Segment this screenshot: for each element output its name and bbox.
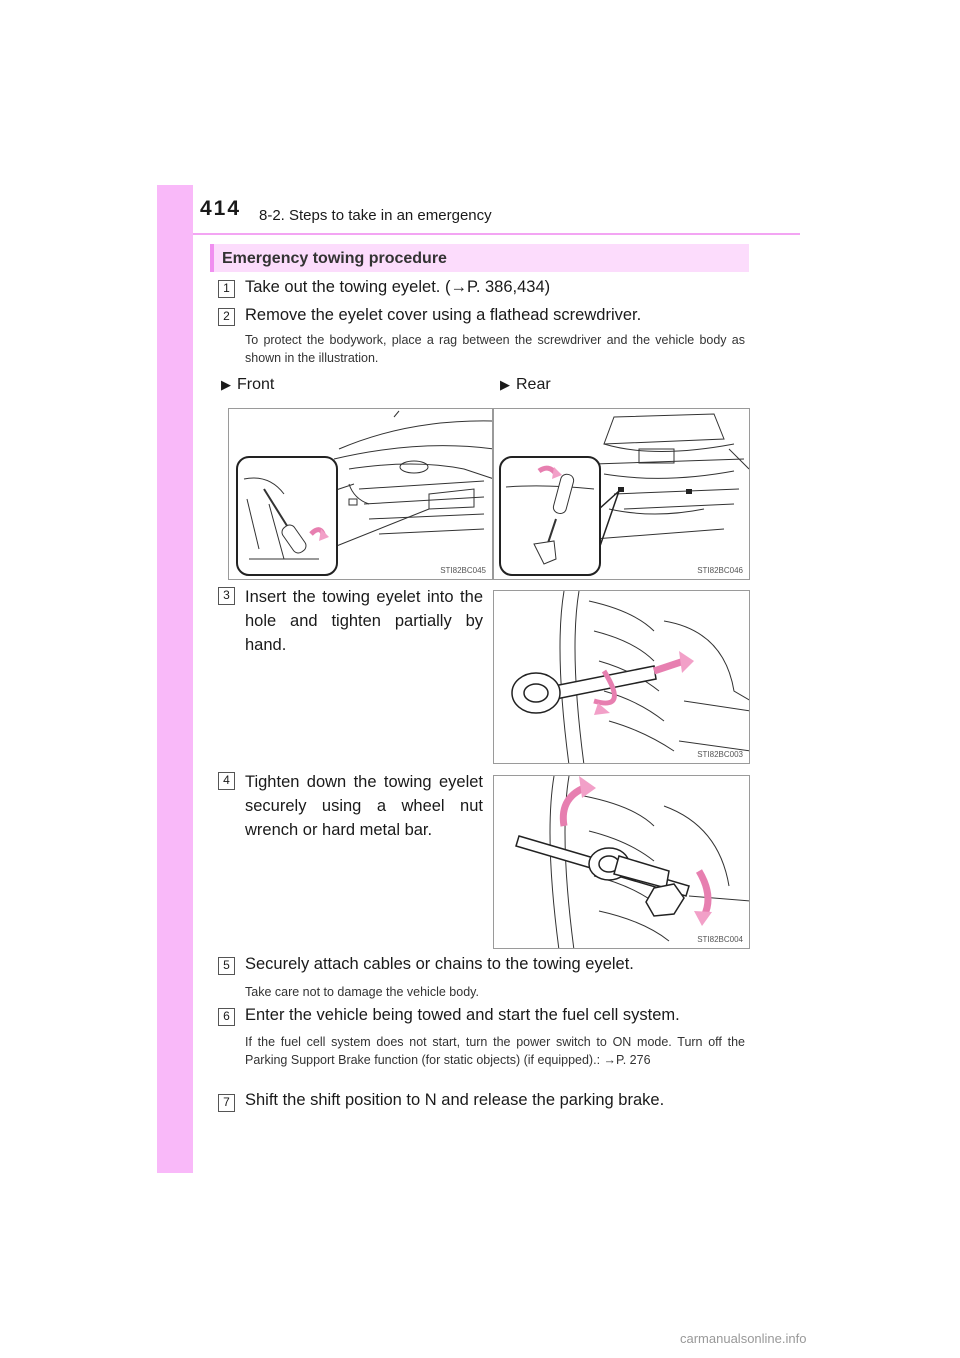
step-note: Take care not to damage the vehicle body. (245, 985, 479, 999)
subhead-rear: ▶ Rear (500, 376, 551, 393)
step-text: Take out the towing eyelet. (→P. 386,434) (245, 278, 551, 296)
step-note: If the fuel cell system does not start, turn the power switch to ON mode. Turn off the Parking Support Brake function (for static objects) (if equipped).: →P. 276 (245, 1035, 745, 1067)
section-title: 8-2. Steps to take in an emergency (259, 207, 492, 224)
step3-illustration (493, 590, 750, 764)
step-text: Remove the eyelet cover using a flathead screwdriver. (245, 306, 642, 324)
triangle-right-icon: ▶ (221, 377, 231, 392)
figure-code: STI82BC046 (697, 566, 743, 575)
step-number: 6 (218, 1008, 235, 1026)
step-text: Enter the vehicle being towed and start the fuel cell system. (245, 1006, 680, 1024)
subhead-front: ▶ Front (221, 376, 275, 393)
step4-illustration (493, 775, 750, 949)
step-text: Shift the shift position to N and release the parking brake. (245, 1091, 665, 1109)
figure-code: STI82BC045 (440, 566, 486, 575)
step-number: 2 (218, 308, 235, 326)
step-text: Insert the towing eyelet into the hole and tighten partially by hand. (245, 588, 483, 654)
step-number: 1 (218, 280, 235, 298)
header-rule (193, 233, 800, 235)
watermark: carmanualsonline.info (680, 1331, 807, 1346)
step-number: 5 (218, 957, 235, 975)
procedure-title: Emergency towing procedure (222, 250, 447, 267)
step-number: 7 (218, 1094, 235, 1112)
chapter-side-strip (157, 185, 193, 1173)
step-note: To protect the bodywork, place a rag between the screwdriver and the vehicle body as shown in the illustration. (245, 333, 745, 365)
step-text: Securely attach cables or chains to the towing eyelet. (245, 955, 634, 973)
figure-code: STI82BC004 (697, 935, 743, 944)
rear-illustration (493, 408, 750, 580)
step-number: 4 (218, 772, 235, 790)
triangle-right-icon: ▶ (500, 377, 510, 392)
step-text: Tighten down the towing eyelet securely using a wheel nut wrench or hard metal bar. (245, 773, 483, 839)
step-number: 3 (218, 587, 235, 605)
front-illustration (228, 408, 493, 580)
figure-code: STI82BC003 (697, 750, 743, 759)
page-number: 414 (200, 197, 242, 220)
